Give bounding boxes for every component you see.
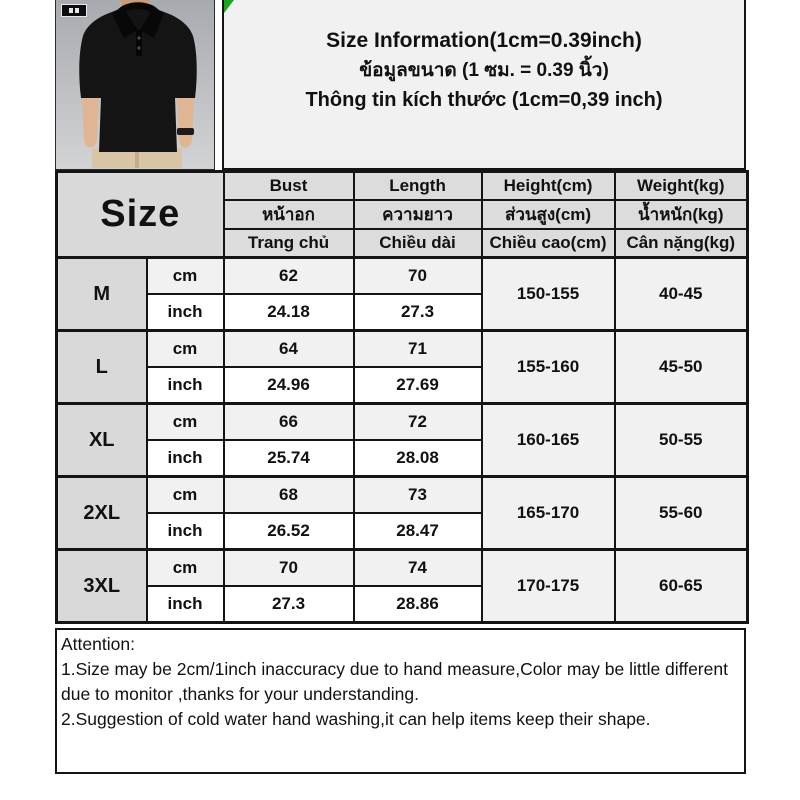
height-range-value: 160-165 <box>482 404 615 477</box>
unit-label-inch: inch <box>147 440 224 477</box>
size-table-header <box>57 172 748 258</box>
size-label: L <box>57 331 147 404</box>
attention-heading: Attention: <box>61 634 135 654</box>
title-english: Size Information(1cm=0.39inch) <box>326 29 642 52</box>
col-bust-en: Bust <box>224 172 354 201</box>
unit-label-inch: inch <box>147 586 224 623</box>
weight-range-value: 50-55 <box>615 404 748 477</box>
bust-cm-value: 70 <box>224 550 354 587</box>
length-inch-value: 27.69 <box>354 367 482 404</box>
bust-cm-value: 68 <box>224 477 354 514</box>
height-range-value: 165-170 <box>482 477 615 550</box>
unit-label-cm: cm <box>147 550 224 587</box>
attention-line-2: 2.Suggestion of cold water hand washing,it can help items keep their shape. <box>61 708 651 729</box>
weight-range-value: 40-45 <box>615 258 748 331</box>
size-label: 2XL <box>57 477 147 550</box>
col-weight-th: น้ำหนัก(kg) <box>615 200 748 229</box>
unit-label-cm: cm <box>147 258 224 295</box>
col-weight-vi: Cân nặng(kg) <box>615 229 748 258</box>
col-length-th: ความยาว <box>354 200 482 229</box>
col-weight-en: Weight(kg) <box>615 172 748 201</box>
height-range-value: 155-160 <box>482 331 615 404</box>
length-cm-value: 72 <box>354 404 482 441</box>
size-row-cm <box>57 404 748 441</box>
size-label: XL <box>57 404 147 477</box>
col-height-en: Height(cm) <box>482 172 615 201</box>
green-corner-marker <box>224 0 234 13</box>
bust-cm-value: 64 <box>224 331 354 368</box>
size-table <box>55 170 749 624</box>
product-photo <box>55 0 215 170</box>
size-label: 3XL <box>57 550 147 623</box>
col-height-th: ส่วนสูง(cm) <box>482 200 615 229</box>
height-range-value: 150-155 <box>482 258 615 331</box>
col-bust-th: หน้าอก <box>224 200 354 229</box>
bust-inch-value: 25.74 <box>224 440 354 477</box>
weight-range-value: 45-50 <box>615 331 748 404</box>
length-inch-value: 27.3 <box>354 294 482 331</box>
size-table-body <box>57 258 748 623</box>
unit-label-inch: inch <box>147 294 224 331</box>
bust-cm-value: 62 <box>224 258 354 295</box>
size-label: M <box>57 258 147 331</box>
attention-line-1: 1.Size may be 2cm/1inch inaccuracy due to hand measure,Color may be little different due to monitor ,thanks for your understanding. <box>61 658 728 704</box>
spacer <box>215 0 222 170</box>
title-vietnamese: Thông tin kích thước (1cm=0,39 inch) <box>305 89 663 111</box>
size-row-cm <box>57 477 748 514</box>
title-box <box>222 0 746 170</box>
length-inch-value: 28.08 <box>354 440 482 477</box>
unit-label-cm: cm <box>147 331 224 368</box>
bust-inch-value: 26.52 <box>224 513 354 550</box>
col-length-en: Length <box>354 172 482 201</box>
bust-cm-value: 66 <box>224 404 354 441</box>
weight-range-value: 55-60 <box>615 477 748 550</box>
weight-range-value: 60-65 <box>615 550 748 623</box>
length-cm-value: 74 <box>354 550 482 587</box>
size-row-cm <box>57 331 748 368</box>
black-polo-shirt-illustration <box>56 0 214 168</box>
size-row-cm <box>57 550 748 587</box>
size-row-cm <box>57 258 748 295</box>
unit-label-cm: cm <box>147 477 224 514</box>
col-bust-vi: Trang chủ <box>224 229 354 258</box>
bust-inch-value: 27.3 <box>224 586 354 623</box>
length-inch-value: 28.47 <box>354 513 482 550</box>
col-length-vi: Chiều dài <box>354 229 482 258</box>
bust-inch-value: 24.18 <box>224 294 354 331</box>
length-cm-value: 71 <box>354 331 482 368</box>
length-cm-value: 73 <box>354 477 482 514</box>
product-label-tag <box>61 4 87 17</box>
unit-label-inch: inch <box>147 513 224 550</box>
bust-inch-value: 24.96 <box>224 367 354 404</box>
col-height-vi: Chiều cao(cm) <box>482 229 615 258</box>
top-row <box>55 0 746 170</box>
title-thai: ข้อมูลขนาด (1 ซม. = 0.39 นิ้ว) <box>359 59 609 81</box>
unit-label-inch: inch <box>147 367 224 404</box>
length-cm-value: 70 <box>354 258 482 295</box>
attention-box <box>55 628 746 774</box>
height-range-value: 170-175 <box>482 550 615 623</box>
length-inch-value: 28.86 <box>354 586 482 623</box>
unit-label-cm: cm <box>147 404 224 441</box>
size-header-cell: Size <box>57 172 224 258</box>
header-row-english <box>57 172 748 201</box>
